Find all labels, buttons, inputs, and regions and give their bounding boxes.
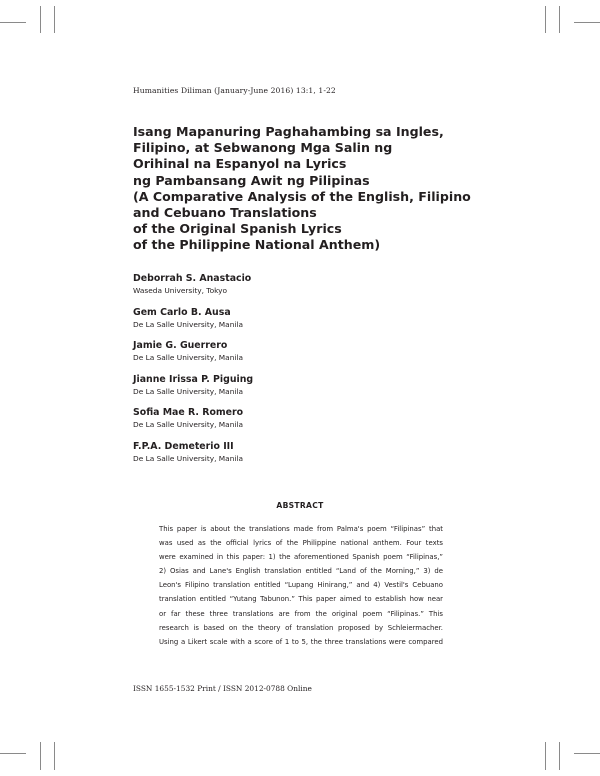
crop-mark-top-left-h [0,22,26,23]
author-name: Jianne Irissa P. Piguing [133,373,254,385]
crop-mark-top-right-v1 [545,6,546,33]
title-line: of the Philippine National Anthem) [133,237,381,253]
abstract-line: translation entitled “Yutang Tabunon.” This paper aimed to establish how near [159,595,443,604]
abstract-heading: ABSTRACT [276,501,324,510]
abstract-line: This paper is about the translations made from Palma's poem “Filipinas” that [159,525,443,533]
author-affiliation: De La Salle University, Manila [133,319,244,329]
author-affiliation: De La Salle University, Manila [133,453,244,463]
abstract-line: was used as the official lyrics of the Philippine national anthem. Four texts [159,539,443,548]
title-line: and Cebuano Translations [133,205,317,221]
author-entry [133,273,253,307]
crop-mark-bottom-left-h [0,753,26,754]
author-affiliation: De La Salle University, Manila [133,420,244,429]
crop-mark-top-left-v2 [54,6,55,33]
abstract-line: or far these three translations are from the original poem “Filipinas.” This [159,609,443,618]
author-name: Deborrah S. Anastacio [133,273,252,284]
title-line: Orihinal na Espanyol na Lyrics [133,156,347,172]
author-entry [133,441,253,475]
author-affiliation: De La Salle University, Manila [133,353,244,362]
author-affiliation: Waseda University, Tokyo [133,286,228,295]
author-entry [133,307,253,341]
paper-title [133,124,473,254]
issn-footer: ISSN 1655-1532 Print / ISSN 2012-0788 Online [133,684,312,693]
title-line: (A Comparative Analysis of the English, Filipino [133,188,471,204]
journal-header: Humanities Diliman (January-June 2016) 13:1, 1-22 [133,86,336,95]
crop-mark-bottom-right-h [574,753,600,754]
abstract-line: Using a Likert scale with a score of 1 to 5, the three translations were compared [159,637,443,646]
author-name: F.P.A. Demeterio III [133,440,234,452]
crop-mark-top-left-v1 [40,6,41,33]
author-list [133,273,253,474]
title-line: ng Pambansang Awit ng Pilipinas [133,172,370,188]
author-entry [133,374,253,408]
title-line: of the Original Spanish Lyrics [133,221,342,237]
crop-mark-bottom-right-v1 [545,742,546,770]
crop-mark-bottom-left-v1 [40,742,41,770]
author-entry [133,340,253,374]
author-name: Gem Carlo B. Ausa [133,306,231,318]
crop-mark-top-right-v2 [559,6,560,33]
abstract-line: 2) Osias and Lane's English translation entitled “Land of the Morning,” 3) de [159,567,443,576]
author-affiliation: De La Salle University, Manila [133,386,244,396]
crop-mark-top-right-h [574,22,600,23]
abstract-body [159,522,443,649]
author-name: Jamie G. Guerrero [133,340,228,351]
abstract-line: Leon's Filipino translation entitled “Lupang Hinirang,” and 4) Vestil's Cebuano [159,581,443,590]
author-entry [133,407,253,441]
author-name: Sofia Mae R. Romero [133,407,244,418]
abstract-line: research is based on the theory of translation proposed by Schleiermacher. [159,623,443,632]
abstract-line: were examined in this paper: 1) the aforementioned Spanish poem “Filipinas,” [159,553,443,562]
crop-mark-bottom-left-v2 [54,742,55,770]
title-line: Isang Mapanuring Paghahambing sa Ingles, [133,124,444,139]
crop-mark-bottom-right-v2 [559,742,560,770]
title-line: Filipino, at Sebwanong Mga Salin ng [133,140,393,156]
